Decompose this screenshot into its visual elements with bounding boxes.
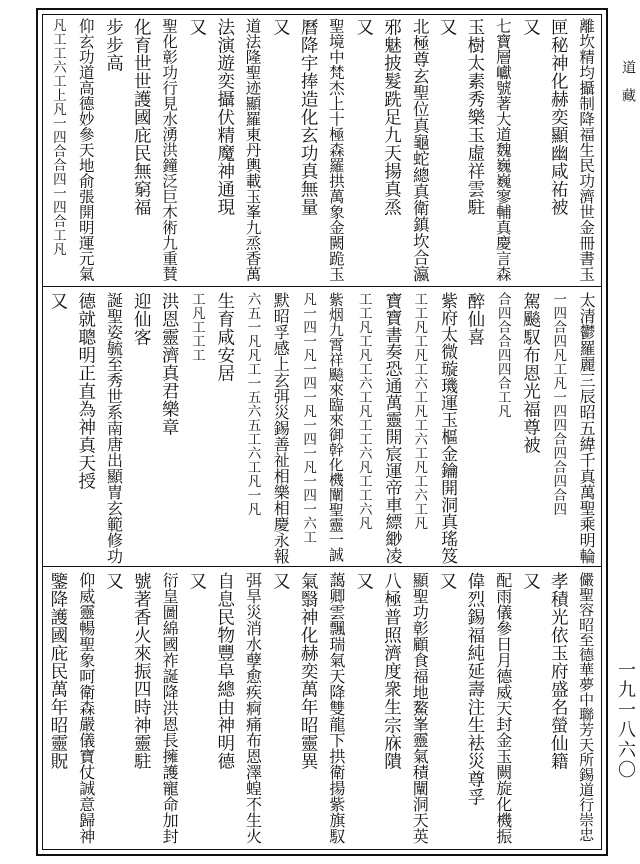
text-column: 衍皇圖綿國祚誕降洪恩長擁護寵命加封 [160, 572, 180, 844]
panel-divider-1 [42, 286, 602, 287]
text-column: 孝積光依玉府盛名螢仙籍 [548, 572, 569, 770]
text-column: 號著香火來振四時神靈駐 [131, 572, 152, 770]
text-column: 紫府太微璇璣運玉樞金鑰開洞真瑤笈 [437, 292, 458, 564]
text-column: 又 [520, 18, 541, 36]
text-column: 洪恩靈濟真君樂章 [159, 292, 180, 436]
notation-column: 六五一凡凡工一五六五工六工凡一凡 [244, 292, 261, 516]
text-column: 偉烈錫福純延壽注生袪災尊孚 [464, 572, 485, 806]
text-column: 北極尊玄聖位真龜蛇總真衛鎮坎合瀛 [410, 18, 430, 282]
text-column: 法演遊奕攝伏精魔神通現 [214, 18, 235, 216]
text-column: 離坎精均攝制降福生民功濟世金冊書玉 [577, 18, 596, 282]
text-column: 七寶層巘號著大道魏巍巍寥輔真慶言森 [493, 18, 512, 282]
text-column: 匣秘神化赫奕顯幽咸祐被 [548, 18, 569, 216]
text-column: 道法隆聖迹顯羅東丹輿載玉峯九烝香萬 [243, 18, 262, 282]
text-column: 生育咸安居 [214, 292, 235, 382]
text-column: 八極普照濟度衆生宗庥隤 [381, 572, 402, 770]
text-column: 玉樹太素秀樂玉虛祥雲駐 [464, 18, 485, 216]
text-column: 藹卿雲飄瑞氣天降雙龍下拱衛揚紫旗馭 [326, 572, 346, 844]
text-column: 又 [186, 18, 207, 36]
running-title: 道藏 [620, 60, 636, 116]
text-column: 又 [186, 572, 207, 590]
text-column: 誕聖姿毓至秀世系南唐出顯冑玄範修功 [104, 292, 124, 564]
text-column: 弭旱災消水孽愈疾痾痛布恩澤蝗不生火 [243, 572, 263, 844]
text-column: 仰威靈暢聖象呵衛森嚴儀寶仗誠意歸神 [76, 572, 96, 844]
text-column: 顯聖功彰顧食福地鰲峯靈氣積闡洞天英 [410, 572, 430, 844]
text-column: 鑒降護國庇民萬年昭靈貺 [47, 572, 68, 770]
panel-middle [44, 292, 600, 564]
text-column: 自息民物豐阜總由神明德 [214, 572, 235, 770]
text-column: 儼聖容昭至德華夢中聯芳天所錫道行崇忠 [577, 572, 596, 842]
text-column: 又 [270, 572, 291, 590]
text-column: 又 [270, 18, 291, 36]
notation-column: 一四合四凡工凡一四四合四合四合四 [550, 292, 567, 516]
text-column: 默昭孚感上玄弭災錫善祉相樂相慶永報 [271, 292, 291, 564]
text-column: 駕飈馭布恩光福尊被 [520, 292, 541, 454]
text-column: 邪魅披髮跣足九天揚真烝 [381, 18, 402, 216]
text-column: 醉仙喜 [464, 292, 485, 346]
text-column: 又 [353, 572, 374, 590]
notation-column: 工凡工工工 [188, 292, 205, 362]
text-column: 配雨儀參日月德威天封金玉闕旋化機振 [493, 572, 513, 844]
text-column: 氣翳神化赫奕萬年昭靈異 [298, 572, 319, 770]
text-column: 又 [437, 572, 458, 590]
panel-bottom [44, 572, 600, 848]
text-column: 又 [437, 18, 458, 36]
text-column: 化育世世護國庇民無窮福 [131, 18, 152, 216]
text-column: 紫烟九霄祥飈來臨來御幹化機闡聖靈一誠 [326, 292, 345, 562]
text-column: 曆降宇捧造化玄功真無量 [298, 18, 319, 216]
text-column: 又 [520, 572, 541, 590]
text-column: 聖化彰功行見水湧洪鐘泛巨木術九重賛 [160, 18, 179, 282]
text-column: 太清鬱羅麗三辰昭五緯千真萬聖乘明輪 [577, 292, 597, 564]
panel-divider-2 [42, 566, 602, 567]
notation-column: 工工凡工凡工六工凡工六工凡工六工凡 [411, 292, 428, 530]
text-column: 聖境中梵杰上十極森羅拱萬象金闕跪玉 [326, 18, 345, 282]
notation-column: 凡工工六工上凡一四合合四一四合工凡 [49, 18, 66, 256]
notation-column: 合四合合四四合工凡 [494, 292, 511, 418]
notation-column: 凡一四一凡一四一凡一四一凡一四一六工 [300, 292, 317, 544]
text-column: 步步高 [103, 18, 124, 72]
panel-top [44, 18, 600, 284]
text-column: 迎仙客 [131, 292, 152, 346]
text-column: 又 [103, 572, 124, 590]
text-column: 仰玄功道高德妙參天地俞張開明運元氣 [76, 18, 95, 282]
text-column: 德就聰明正直為神真天授 [75, 292, 96, 490]
page-number: 一九一八六〇 [615, 660, 636, 780]
notation-column: 工工凡工凡工六工凡工工六凡工工六凡 [355, 292, 372, 530]
text-column: 又 [47, 292, 68, 310]
text-column: 寶寶書奏恐通萬靈開宸運帝車縹緲凌 [381, 292, 402, 564]
text-column: 又 [353, 18, 374, 36]
